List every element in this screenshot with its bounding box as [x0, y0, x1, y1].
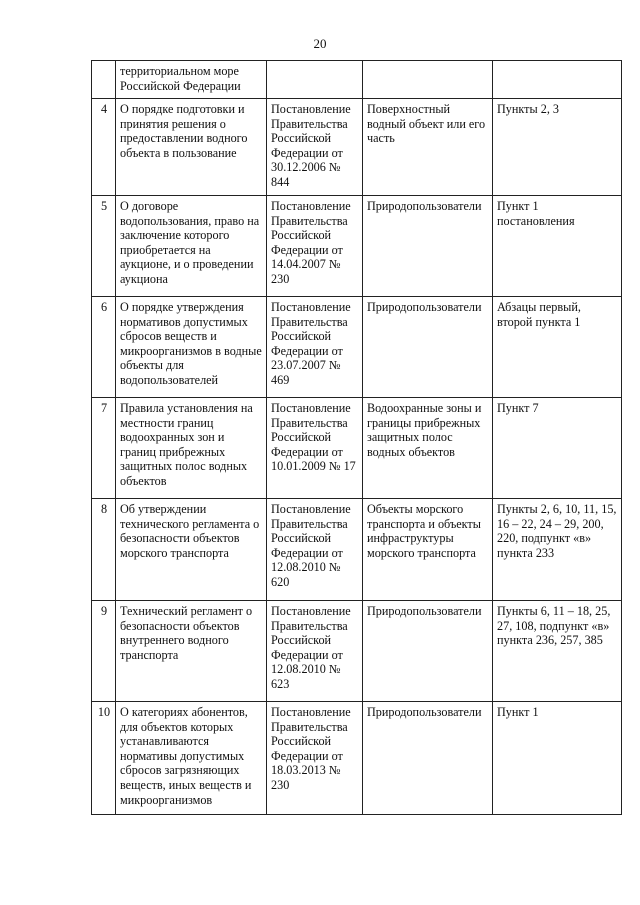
reference: Пункты 2, 6, 10, 11, 15, 16 – 22, 24 – 29, 200, 220, подпункт «в» пункта 233	[493, 499, 622, 601]
legal-act: Постановление Правительства Российской Федерации от 12.08.2010 № 623	[267, 601, 363, 702]
table-row	[92, 196, 622, 297]
row-number: 8	[92, 499, 116, 601]
regulation-name: Правила установления на местности границ водоохранных зон и границ прибрежных защитных полос водных объектов	[116, 398, 267, 499]
reference: Пункт 1	[493, 702, 622, 815]
subjects: Объекты морского транспорта и объекты инфраструктуры морского транспорта	[363, 499, 493, 601]
regulation-name: территориальном море Российской Федерации	[116, 61, 267, 99]
regulation-name: О договоре водопользования, право на заключение которого приобретается на аукционе, и о проведении аукциона	[116, 196, 267, 297]
subjects: Природопользователи	[363, 702, 493, 815]
regulation-name: Технический регламент о безопасности объектов внутреннего водного транспорта	[116, 601, 267, 702]
legal-act	[267, 61, 363, 99]
legal-act: Постановление Правительства Российской Федерации от 30.12.2006 № 844	[267, 99, 363, 196]
subjects: Поверхностный водный объект или его часть	[363, 99, 493, 196]
legal-act: Постановление Правительства Российской Федерации от 14.04.2007 № 230	[267, 196, 363, 297]
reference: Абзацы первый, второй пункта 1	[493, 297, 622, 398]
reference: Пункт 1 постановления	[493, 196, 622, 297]
reference: Пункты 2, 3	[493, 99, 622, 196]
regulation-name: Об утверждении технического регламента о безопасности объектов морского транспорта	[116, 499, 267, 601]
table-row	[92, 499, 622, 601]
legal-act: Постановление Правительства Российской Федерации от 12.08.2010 № 620	[267, 499, 363, 601]
row-number: 6	[92, 297, 116, 398]
legal-act: Постановление Правительства Российской Федерации от 18.03.2013 № 230	[267, 702, 363, 815]
row-number: 7	[92, 398, 116, 499]
regulation-name: О категориях абонентов, для объектов которых устанавливаются нормативы допустимых сбросов загрязняющих веществ, иных веществ и микроорганизмов	[116, 702, 267, 815]
subjects: Природопользователи	[363, 601, 493, 702]
subjects: Водоохранные зоны и границы прибрежных защитных полос водных объектов	[363, 398, 493, 499]
subjects	[363, 61, 493, 99]
row-number	[92, 61, 116, 99]
subjects: Природопользователи	[363, 297, 493, 398]
legal-act: Постановление Правительства Российской Федерации от 23.07.2007 № 469	[267, 297, 363, 398]
regulations-table	[91, 60, 622, 815]
reference	[493, 61, 622, 99]
row-number: 4	[92, 99, 116, 196]
table-row	[92, 601, 622, 702]
table-body	[92, 61, 622, 815]
table-row	[92, 398, 622, 499]
table-row	[92, 99, 622, 196]
table-row	[92, 297, 622, 398]
regulation-name: О порядке утверждения нормативов допустимых сбросов веществ и микроорганизмов в водные объекты для водопользователей	[116, 297, 267, 398]
reference: Пункт 7	[493, 398, 622, 499]
table-row	[92, 702, 622, 815]
legal-act: Постановление Правительства Российской Федерации от 10.01.2009 № 17	[267, 398, 363, 499]
reference: Пункты 6, 11 – 18, 25, 27, 108, подпункт «в» пункта 236, 257, 385	[493, 601, 622, 702]
subjects: Природопользователи	[363, 196, 493, 297]
table-row	[92, 61, 622, 99]
regulation-name: О порядке подготовки и принятия решения о предоставлении водного объекта в пользование	[116, 99, 267, 196]
row-number: 10	[92, 702, 116, 815]
row-number: 9	[92, 601, 116, 702]
row-number: 5	[92, 196, 116, 297]
page-number: 20	[313, 36, 327, 51]
